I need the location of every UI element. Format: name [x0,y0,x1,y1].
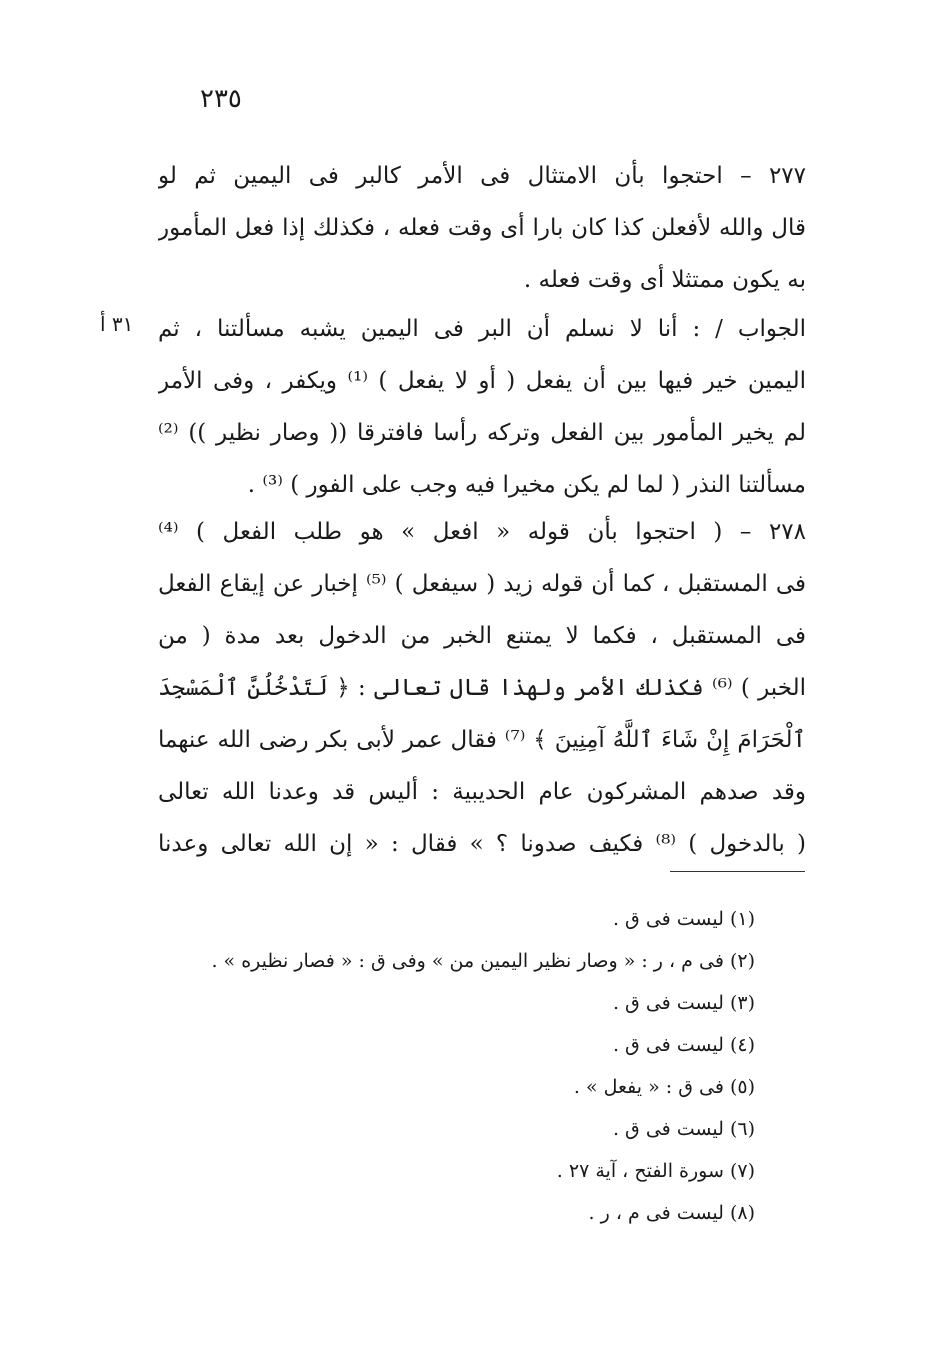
text-line: قال والله لأفعلن كذا كان بارا أى وقت فعله ، فكذلك إذا فعل المأمور [158,215,806,241]
text-line: ( بالدخول ) ⁽⁸⁾ فكيف صدونا ؟ » فقال : « إن الله تعالى وعدنا [158,831,806,857]
paragraph-277 [158,150,806,306]
footnotes-list [150,898,755,1234]
text-line: به يكون ممتثلا أى وقت فعله . [523,267,806,293]
paragraph-278 [158,506,806,870]
text-line: ٱلْحَرَامَ إِنْ شَاءَ ٱللَّهُ آمِنِينَ ﴾ ⁽⁷⁾ فقال عمر لأبى بكر رضى الله عنهما [158,727,806,753]
paragraph-answer [158,303,806,511]
margin-folio-note: ٣١ أ [100,312,134,336]
text-line: لم يخير المأمور بين الفعل وتركه رأسا فافترقا (( وصار نظير )) ⁽²⁾ [158,420,806,446]
text-line: الجواب / : أنا لا نسلم أن البر فى اليمين يشبه مسألتنا ، ثم [158,316,806,342]
text-line: الخبر ) ⁽⁶⁾ فكذلك الأمر ولهذا قال تعالى : ﴿ لَتَدْخُلُنَّ ٱلْمَسْجِدَ [158,675,806,701]
footnote-item: (٢) فى م ، ر : « وصار نظير اليمين من » وفى ق : « فصار نظيره » . [211,950,755,972]
footnote-item: (٦) ليست فى ق . [612,1118,755,1140]
footnote-item: (٣) ليست فى ق . [612,992,755,1014]
text-line: وقد صدهم المشركون عام الحديبية : أليس قد وعدنا الله تعالى [158,779,806,805]
footnote-item: (٨) ليست فى م ، ر . [588,1202,755,1224]
text-line: مسألتنا النذر ( لما لم يكن مخيرا فيه وجب على الفور ) ⁽³⁾ . [247,472,806,498]
text-line: ٢٧٧ – احتجوا بأن الامتثال فى الأمر كالبر فى اليمين ثم لو [158,163,806,189]
text-line: ٢٧٨ – ( احتجوا بأن قوله « افعل » هو طلب الفعل ) ⁽⁴⁾ [158,519,806,545]
footnote-item: (٧) سورة الفتح ، آية ٢٧ . [556,1160,755,1182]
text-line: اليمين خير فيها بين أن يفعل ( أو لا يفعل ) ⁽¹⁾ ويكفر ، وفى الأمر [158,368,806,394]
text-line: فى المستقبل ، كما أن قوله زيد ( سيفعل ) ⁽⁵⁾ إخبار عن إيقاع الفعل [158,571,806,597]
text-line: فى المستقبل ، فكما لا يمتنع الخبر من الدخول بعد مدة ( من [158,623,806,649]
footnote-item: (٤) ليست فى ق . [612,1034,755,1056]
footnote-item: (١) ليست فى ق . [612,908,755,930]
footnote-separator [670,871,805,872]
footnote-item: (٥) فى ق : « يفعل » . [573,1076,755,1098]
page-number: ٢٣٥ [200,84,242,114]
